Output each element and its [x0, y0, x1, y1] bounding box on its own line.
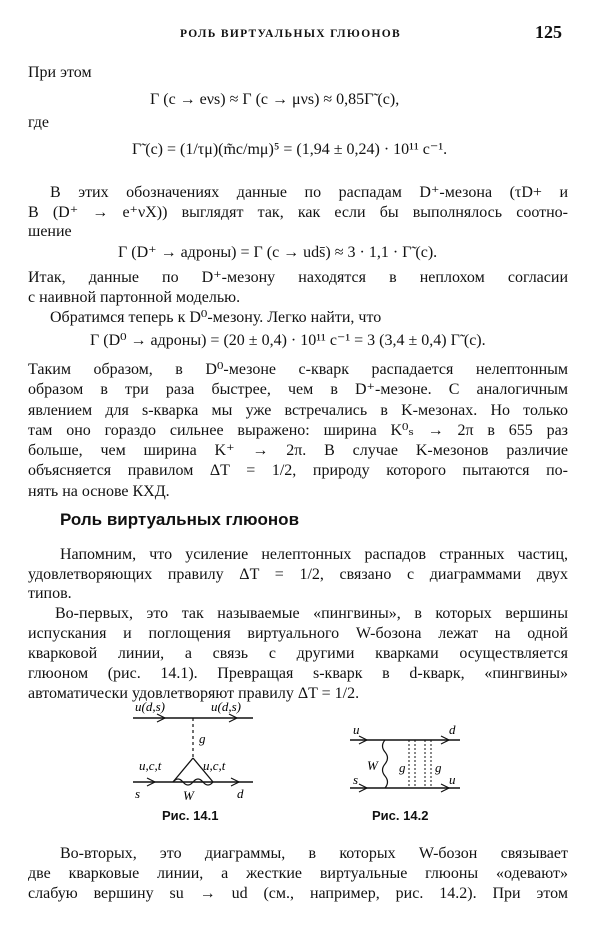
text-line: слабую вершину su → ud (см., например, рис. 14.2). При этом	[28, 885, 568, 902]
equation-1: Γ (c → eνs) ≈ Γ (c → μνs) ≈ 0,85Γ̃ (c),	[150, 91, 400, 108]
text-line: Напомним, что усиление нелептонных распадов странных частиц,	[60, 546, 568, 563]
text-line: явлением для s-кварка мы уже встречались в K-мезонах. Но только	[28, 402, 568, 419]
text-line: объясняется правилом ΔT = 1/2, природу которого пытаются по-	[28, 462, 568, 479]
fig1-bottom-right-label: d	[237, 786, 244, 801]
text-line: При этом	[28, 64, 92, 81]
text-line: где	[28, 114, 50, 131]
text-line: глюоном (рис. 14.1). Превращая s-кварк в d-кварк, «пингвины»	[28, 665, 568, 682]
fig2-bottom-left-label: s	[353, 772, 359, 787]
fig1-loop-left	[173, 758, 193, 782]
text-line: больше, чем ширина K⁺ → 2π. В случае K-мезонов различие	[28, 442, 568, 459]
fig1-gluon-label: g	[199, 731, 206, 746]
text-line: автоматически удовлетворяют правилу ΔT = 1/2.	[28, 685, 360, 702]
figure-14-2	[345, 722, 465, 802]
fig1-right-loop-label: u,c,t	[203, 758, 226, 773]
section-title: Роль виртуальных глюонов	[60, 510, 300, 529]
text-line: В этих обозначениях данные по распадам D⁺-мезона (τD+ и	[50, 184, 568, 201]
fig1-top-right-label: u(d,s)	[211, 700, 241, 714]
fig2-gluon-left-label: g	[399, 760, 406, 775]
text-line: шение	[28, 223, 72, 240]
text-line: две кварковые линии, а жесткие виртуальные глюоны «одевают»	[28, 865, 568, 882]
text-line: с наивной партонной моделью.	[28, 289, 241, 306]
fig1-left-loop-label: u,c,t	[139, 758, 162, 773]
fig1-caption: Рис. 14.1	[162, 808, 219, 823]
text-line: Во-вторых, это диаграммы, в которых W-бозон связывает	[60, 845, 568, 862]
text-line: там оно гораздо сильнее выражено: ширина K⁰ₛ → 2π в 655 раз	[28, 422, 568, 439]
text-line: кварковой линии, а связь с другими кварками осуществляется	[28, 645, 568, 662]
running-title: РОЛЬ ВИРТУАЛЬНЫХ ГЛЮОНОВ	[180, 28, 401, 40]
text-line: нять на основе КХД.	[28, 483, 170, 500]
text-line: B (D⁺ → e⁺νX)) выглядят так, как если бы выполнялось соотно-	[28, 204, 568, 221]
fig1-top-left-label: u(d,s)	[135, 700, 165, 714]
text-line: Итак, данные по D⁺-мезону находятся в неплохом согласии	[28, 269, 568, 286]
equation-4: Γ (D⁰ → адроны) = (20 ± 0,4) · 10¹¹ с⁻¹ = 3 (3,4 ± 0,4) Γ̃ (c).	[90, 332, 486, 349]
fig2-top-left-label: u	[353, 722, 360, 737]
fig2-caption: Рис. 14.2	[372, 808, 429, 823]
fig2-w-label: W	[367, 758, 378, 773]
text-line: типов.	[28, 585, 72, 602]
fig2-w-boson-line	[383, 740, 388, 788]
equation-3: Γ (D⁺ → адроны) = Γ (c → uds̄) ≈ 3 · 1,1 · Γ̃ (c).	[118, 244, 438, 261]
text-line: испускания и поглощения виртуального W-бозона лежат на одной	[28, 625, 568, 642]
equation-2: Γ̃ (c) = (1/τμ)(m̃c/mμ)⁵ = (1,94 ± 0,24) · 10¹¹ с⁻¹.	[132, 141, 448, 158]
text-line: Обратимся теперь к D⁰-мезону. Легко найти, что	[50, 309, 382, 326]
fig2-bottom-right-label: u	[449, 772, 456, 787]
page-number: 125	[535, 22, 562, 42]
fig2-gluon-right-label: g	[435, 760, 442, 775]
text-line: Во-первых, это так называемые «пингвины», в которых вершины	[55, 605, 568, 622]
fig2-top-right-label: d	[449, 722, 456, 737]
fig1-w-label: W	[183, 788, 194, 803]
figure-14-1	[125, 700, 265, 804]
fig1-bottom-left-label: s	[135, 786, 141, 801]
text-line: образом в три раза быстрее, чем в D⁺-мезоне. С аналогичным	[28, 381, 568, 398]
text-line: удовлетворяющих правилу ΔT = 1/2, связано с диаграммами двух	[28, 566, 568, 583]
text-line: Таким образом, в D⁰-мезоне c-кварк распадается нелептонным	[28, 361, 568, 378]
